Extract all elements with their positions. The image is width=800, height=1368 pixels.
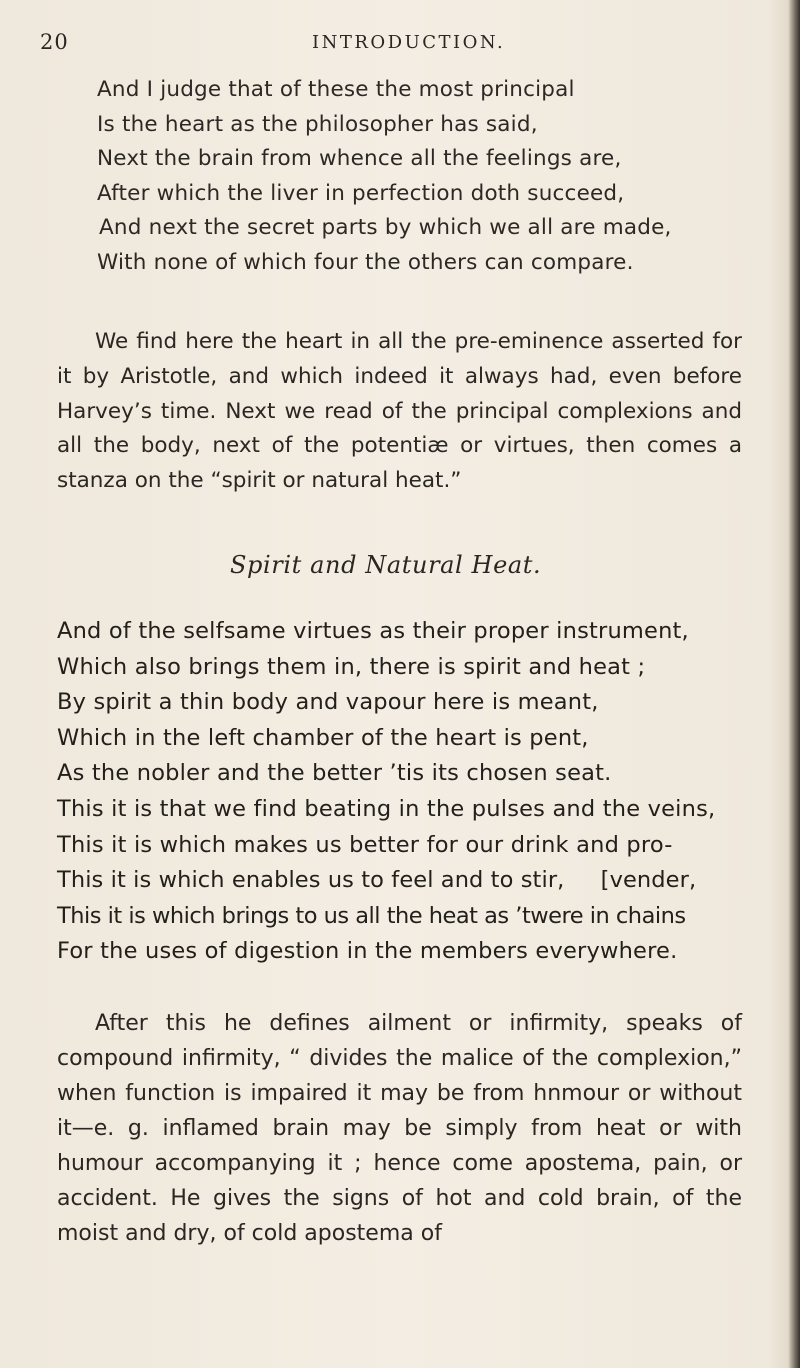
verse-line: And next the secret parts by which we all are made, [99, 215, 672, 240]
verse-line: Next the brain from whence all the feelings are, [97, 146, 622, 171]
verse-line: This it is which makes us better for our drink and pro- [57, 831, 673, 858]
verse-line: This it is which enables us to feel and to stir, [vender, [57, 867, 697, 894]
verse-stanza-2 [57, 614, 715, 970]
verse-line: And I judge that of these the most principal [97, 77, 575, 102]
running-head [40, 24, 700, 64]
page-number: 20 [40, 30, 69, 54]
verse-line: Is the heart as the philosopher has said, [97, 111, 538, 137]
body-paragraph-1: We find here the heart in all the pre-eminence asserted for it by Aristotle, and which indeed it always had, even before Harvey’s time. Next we read of the principal complexions and all the body, next of the potentiæ or virtues, then comes a stanza on the “spirit or natural heat.” [57, 329, 742, 494]
verse-line: This it is which brings to us all the heat as ’twere in chains [57, 902, 686, 929]
verse-line: Which in the left chamber of the heart is pent, [57, 724, 589, 751]
body-paragraph-2: After this he defines ailment or infirmity, speaks of compound infirmity, “ divides the malice of the complexion,” when function is impaired it may be from hnmour or without it—e. g. inflamed brain may be simply from heat or with humour accompanying it ; hence come apostema, pain, or accident. He gives the signs of hot and cold brain, of the moist and dry, of cold apostema of [57, 1011, 742, 1246]
verse-line: With none of which four the others can compare. [97, 249, 634, 275]
verse-line: As the nobler and the better ’tis its chosen seat. [57, 760, 612, 787]
verse-line: By spirit a thin body and vapour here is meant, [57, 689, 599, 716]
section-heading: Spirit and Natural Heat. [230, 551, 542, 579]
verse-line: For the uses of digestion in the members everywhere. [57, 938, 678, 965]
verse-line: And of the selfsame virtues as their proper instrument, [57, 618, 689, 644]
verse-line: Which also brings them in, there is spirit and heat ; [57, 653, 646, 680]
verse-stanza-1 [97, 73, 672, 280]
verse-line: This it is that we find beating in the pulses and the veins, [57, 795, 716, 822]
verse-line: After which the liver in perfection doth succeed, [97, 180, 625, 206]
running-head-title: INTRODUCTION. [312, 32, 506, 53]
page-binding-shadow [788, 0, 800, 1368]
